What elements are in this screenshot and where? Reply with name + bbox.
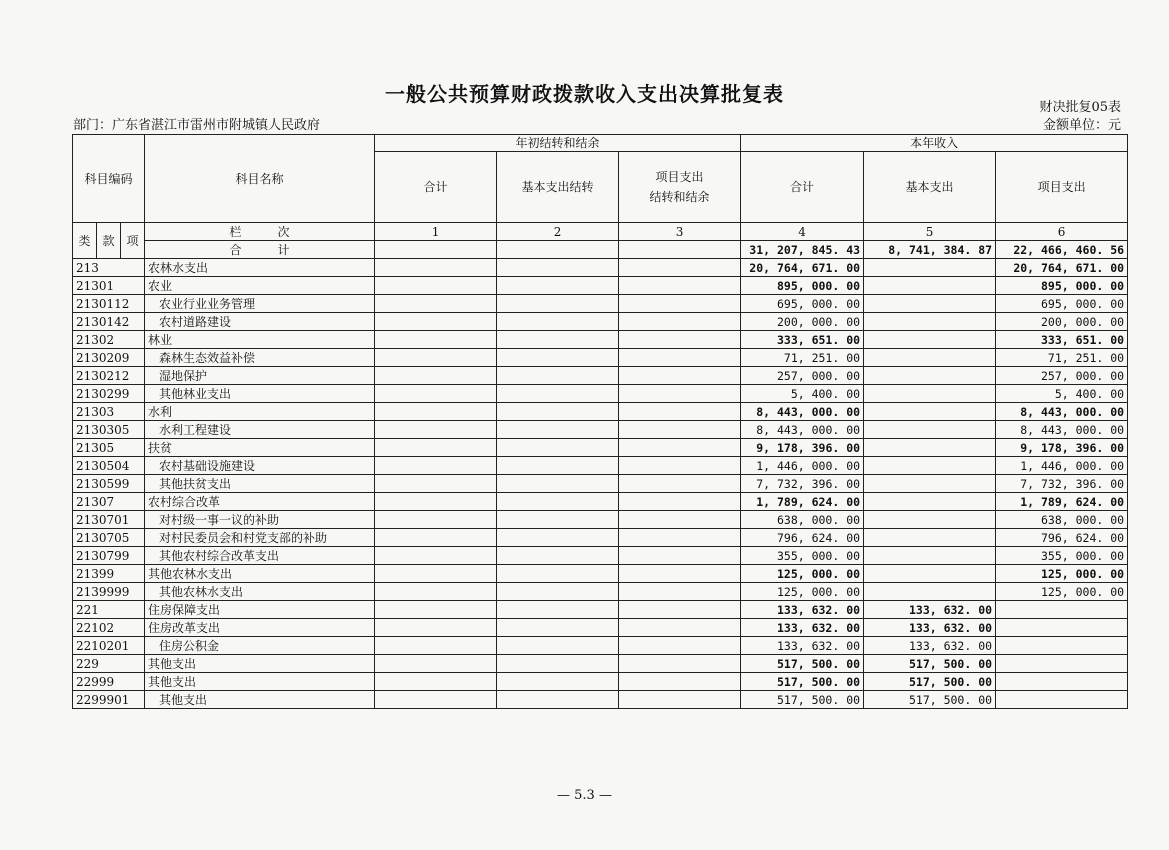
row-code: 22102 — [73, 619, 145, 637]
row-income-project: 333, 651. 00 — [996, 331, 1128, 349]
row-code: 2130305 — [73, 421, 145, 439]
row-name: 其他扶贫支出 — [145, 475, 375, 493]
table-row — [73, 511, 1128, 529]
row-income-total: 133, 632. 00 — [741, 601, 864, 619]
row-basic-carry — [497, 493, 619, 511]
row-income-basic — [864, 421, 996, 439]
row-carry-total — [375, 691, 497, 709]
row-income-total: 125, 000. 00 — [741, 565, 864, 583]
row-income-basic — [864, 583, 996, 601]
row-income-project — [996, 691, 1128, 709]
row-income-basic: 517, 500. 00 — [864, 655, 996, 673]
row-code: 2130299 — [73, 385, 145, 403]
row-basic-carry — [497, 277, 619, 295]
form-code: 财决批复05表 — [1039, 100, 1121, 115]
col-number-5: 5 — [864, 223, 996, 241]
row-project-carry — [619, 637, 741, 655]
row-income-total: 517, 500. 00 — [741, 655, 864, 673]
row-carry-total — [375, 493, 497, 511]
row-carry-total — [375, 385, 497, 403]
row-income-basic: 133, 632. 00 — [864, 619, 996, 637]
row-income-total: 125, 000. 00 — [741, 583, 864, 601]
row-carry-total — [375, 349, 497, 367]
row-carry-total — [375, 403, 497, 421]
row-basic-carry — [497, 385, 619, 403]
col-number-1: 1 — [375, 223, 497, 241]
table-row — [73, 583, 1128, 601]
row-income-total: 20, 764, 671. 00 — [741, 259, 864, 277]
row-name: 农林水支出 — [145, 259, 375, 277]
row-basic-carry — [497, 511, 619, 529]
page-title: 一般公共预算财政拨款收入支出决算批复表 — [385, 82, 784, 106]
row-income-project: 7, 732, 396. 00 — [996, 475, 1128, 493]
row-income-basic — [864, 295, 996, 313]
row-basic-carry — [497, 475, 619, 493]
row-income-basic — [864, 403, 996, 421]
row-income-total: 695, 000. 00 — [741, 295, 864, 313]
row-income-basic — [864, 457, 996, 475]
row-name: 农业行业业务管理 — [145, 295, 375, 313]
row-income-project — [996, 601, 1128, 619]
table-row — [73, 385, 1128, 403]
row-income-project: 1, 789, 624. 00 — [996, 493, 1128, 511]
row-code: 2130112 — [73, 295, 145, 313]
row-name: 住房公积金 — [145, 637, 375, 655]
row-code: 21307 — [73, 493, 145, 511]
department-label: 部门：广东省湛江市雷州市附城镇人民政府 — [73, 118, 321, 133]
row-name: 其他农林水支出 — [145, 583, 375, 601]
row-income-basic — [864, 529, 996, 547]
header-name: 科目名称 — [145, 135, 375, 223]
table-row — [73, 565, 1128, 583]
row-carry-total — [375, 439, 497, 457]
row-code: 2130504 — [73, 457, 145, 475]
row-income-project: 20, 764, 671. 00 — [996, 259, 1128, 277]
row-income-project: 895, 000. 00 — [996, 277, 1128, 295]
row-code: 2130142 — [73, 313, 145, 331]
row-project-carry — [619, 385, 741, 403]
row-income-total: 638, 000. 00 — [741, 511, 864, 529]
row-project-carry — [619, 439, 741, 457]
row-income-basic — [864, 313, 996, 331]
row-project-carry — [619, 403, 741, 421]
row-carry-total — [375, 529, 497, 547]
row-carry-total — [375, 601, 497, 619]
row-basic-carry — [497, 331, 619, 349]
row-project-carry — [619, 583, 741, 601]
row-project-carry — [619, 313, 741, 331]
row-code: 21305 — [73, 439, 145, 457]
row-income-project: 695, 000. 00 — [996, 295, 1128, 313]
row-income-total: 71, 251. 00 — [741, 349, 864, 367]
row-income-project: 9, 178, 396. 00 — [996, 439, 1128, 457]
row-income-total: 5, 400. 00 — [741, 385, 864, 403]
row-project-carry — [619, 349, 741, 367]
row-project-carry — [619, 655, 741, 673]
row-income-basic — [864, 277, 996, 295]
row-income-basic — [864, 259, 996, 277]
row-code: 2130209 — [73, 349, 145, 367]
row-carry-total — [375, 313, 497, 331]
row-project-carry — [619, 475, 741, 493]
row-carry-total — [375, 295, 497, 313]
table-row — [73, 529, 1128, 547]
table-row — [73, 673, 1128, 691]
row-basic-carry — [497, 583, 619, 601]
row-project-carry — [619, 367, 741, 385]
row-name: 森林生态效益补偿 — [145, 349, 375, 367]
header-code: 科目编码 — [73, 135, 145, 223]
row-income-project: 200, 000. 00 — [996, 313, 1128, 331]
row-basic-carry — [497, 691, 619, 709]
row-name: 农业 — [145, 277, 375, 295]
table-row — [73, 277, 1128, 295]
row-name: 住房改革支出 — [145, 619, 375, 637]
col-number-4: 4 — [741, 223, 864, 241]
grand-total-c3 — [619, 241, 741, 259]
col-number-3: 3 — [619, 223, 741, 241]
row-income-total: 200, 000. 00 — [741, 313, 864, 331]
row-project-carry — [619, 547, 741, 565]
row-project-carry — [619, 529, 741, 547]
row-income-project: 8, 443, 000. 00 — [996, 421, 1128, 439]
table-row — [73, 331, 1128, 349]
grand-total-c6: 22, 466, 460. 56 — [996, 241, 1128, 259]
row-income-basic: 517, 500. 00 — [864, 673, 996, 691]
header-basic-carry: 基本支出结转 — [497, 152, 619, 223]
row-code: 2210201 — [73, 637, 145, 655]
table-row — [73, 475, 1128, 493]
row-name: 对村民委员会和村党支部的补助 — [145, 529, 375, 547]
table-row — [73, 637, 1128, 655]
grand-total-label: 合 计 — [145, 241, 375, 259]
row-project-carry — [619, 277, 741, 295]
row-income-project: 796, 624. 00 — [996, 529, 1128, 547]
row-income-project — [996, 619, 1128, 637]
row-basic-carry — [497, 547, 619, 565]
row-code: 2139999 — [73, 583, 145, 601]
row-income-total: 517, 500. 00 — [741, 691, 864, 709]
row-income-basic: 133, 632. 00 — [864, 601, 996, 619]
row-income-basic — [864, 475, 996, 493]
row-income-total: 1, 789, 624. 00 — [741, 493, 864, 511]
row-income-total: 796, 624. 00 — [741, 529, 864, 547]
table-row — [73, 403, 1128, 421]
row-code: 21301 — [73, 277, 145, 295]
row-income-project: 257, 000. 00 — [996, 367, 1128, 385]
row-basic-carry — [497, 349, 619, 367]
header-lei: 类 — [73, 223, 97, 259]
row-income-total: 355, 000. 00 — [741, 547, 864, 565]
row-income-project — [996, 673, 1128, 691]
row-carry-total — [375, 619, 497, 637]
row-basic-carry — [497, 529, 619, 547]
row-code: 221 — [73, 601, 145, 619]
row-carry-total — [375, 547, 497, 565]
row-income-total: 1, 446, 000. 00 — [741, 457, 864, 475]
header-income-basic: 基本支出 — [864, 152, 996, 223]
row-income-project — [996, 655, 1128, 673]
row-income-project: 71, 251. 00 — [996, 349, 1128, 367]
row-carry-total — [375, 565, 497, 583]
row-basic-carry — [497, 619, 619, 637]
row-project-carry — [619, 259, 741, 277]
row-income-basic — [864, 439, 996, 457]
row-income-basic — [864, 331, 996, 349]
grand-total-c2 — [497, 241, 619, 259]
row-name: 农村基础设施建设 — [145, 457, 375, 475]
row-carry-total — [375, 277, 497, 295]
row-carry-total — [375, 331, 497, 349]
grand-total-c5: 8, 741, 384. 87 — [864, 241, 996, 259]
row-name: 其他支出 — [145, 691, 375, 709]
row-income-total: 133, 632. 00 — [741, 619, 864, 637]
header-project-carry: 项目支出 结转和结余 — [619, 152, 741, 223]
row-name: 其他支出 — [145, 655, 375, 673]
row-code: 2130705 — [73, 529, 145, 547]
row-project-carry — [619, 511, 741, 529]
row-project-carry — [619, 565, 741, 583]
row-code: 21303 — [73, 403, 145, 421]
row-income-project: 355, 000. 00 — [996, 547, 1128, 565]
row-code: 2130701 — [73, 511, 145, 529]
row-carry-total — [375, 511, 497, 529]
row-project-carry — [619, 673, 741, 691]
row-project-carry — [619, 601, 741, 619]
row-income-total: 7, 732, 396. 00 — [741, 475, 864, 493]
unit-label: 金额单位：元 — [1042, 118, 1121, 133]
row-carry-total — [375, 673, 497, 691]
row-name: 农村道路建设 — [145, 313, 375, 331]
grand-total-c1 — [375, 241, 497, 259]
col-number-2: 2 — [497, 223, 619, 241]
row-basic-carry — [497, 295, 619, 313]
table-body — [73, 259, 1128, 709]
row-name: 住房保障支出 — [145, 601, 375, 619]
row-name: 其他农村综合改革支出 — [145, 547, 375, 565]
row-income-basic — [864, 547, 996, 565]
table-row — [73, 601, 1128, 619]
row-code: 21399 — [73, 565, 145, 583]
row-income-basic — [864, 349, 996, 367]
row-code: 2130799 — [73, 547, 145, 565]
row-income-basic — [864, 493, 996, 511]
row-basic-carry — [497, 637, 619, 655]
row-income-project — [996, 637, 1128, 655]
table-row — [73, 457, 1128, 475]
table-row — [73, 259, 1128, 277]
row-income-total: 133, 632. 00 — [741, 637, 864, 655]
row-carry-total — [375, 421, 497, 439]
row-basic-carry — [497, 313, 619, 331]
row-income-basic — [864, 565, 996, 583]
table-row — [73, 295, 1128, 313]
row-code: 2130212 — [73, 367, 145, 385]
row-project-carry — [619, 493, 741, 511]
row-income-total: 8, 443, 000. 00 — [741, 403, 864, 421]
row-income-basic — [864, 511, 996, 529]
row-income-basic: 517, 500. 00 — [864, 691, 996, 709]
table-row — [73, 313, 1128, 331]
row-income-total: 333, 651. 00 — [741, 331, 864, 349]
row-carry-total — [375, 655, 497, 673]
row-project-carry — [619, 691, 741, 709]
row-carry-total — [375, 583, 497, 601]
row-income-total: 9, 178, 396. 00 — [741, 439, 864, 457]
row-basic-carry — [497, 403, 619, 421]
row-project-carry — [619, 421, 741, 439]
row-project-carry — [619, 619, 741, 637]
row-carry-total — [375, 637, 497, 655]
row-income-project: 5, 400. 00 — [996, 385, 1128, 403]
row-name: 对村级一事一议的补助 — [145, 511, 375, 529]
row-income-basic — [864, 385, 996, 403]
grand-total-c4: 31, 207, 845. 43 — [741, 241, 864, 259]
row-basic-carry — [497, 457, 619, 475]
page-footer: — 5.3 — — [557, 788, 612, 803]
row-name: 其他农林水支出 — [145, 565, 375, 583]
table-row — [73, 655, 1128, 673]
row-name: 其他支出 — [145, 673, 375, 691]
row-code: 2299901 — [73, 691, 145, 709]
row-name: 农村综合改革 — [145, 493, 375, 511]
row-basic-carry — [497, 439, 619, 457]
row-income-basic: 133, 632. 00 — [864, 637, 996, 655]
row-income-total: 8, 443, 000. 00 — [741, 421, 864, 439]
row-carry-total — [375, 475, 497, 493]
table-row — [73, 349, 1128, 367]
table-row — [73, 493, 1128, 511]
header-kuan: 款 — [97, 223, 121, 259]
row-carry-total — [375, 367, 497, 385]
row-name: 水利 — [145, 403, 375, 421]
row-code: 229 — [73, 655, 145, 673]
row-income-project: 1, 446, 000. 00 — [996, 457, 1128, 475]
col-number-6: 6 — [996, 223, 1128, 241]
header-income-total: 合计 — [741, 152, 864, 223]
header-xiang: 项 — [121, 223, 145, 259]
table-row — [73, 691, 1128, 709]
row-basic-carry — [497, 655, 619, 673]
row-income-project: 125, 000. 00 — [996, 565, 1128, 583]
row-name: 其他林业支出 — [145, 385, 375, 403]
row-name: 水利工程建设 — [145, 421, 375, 439]
row-income-project: 8, 443, 000. 00 — [996, 403, 1128, 421]
row-code: 213 — [73, 259, 145, 277]
header-carry-total: 合计 — [375, 152, 497, 223]
header-income: 本年收入 — [741, 135, 1128, 152]
row-basic-carry — [497, 565, 619, 583]
table-row — [73, 439, 1128, 457]
row-carry-total — [375, 457, 497, 475]
row-income-project: 638, 000. 00 — [996, 511, 1128, 529]
row-code: 2130599 — [73, 475, 145, 493]
row-project-carry — [619, 457, 741, 475]
row-income-total: 257, 000. 00 — [741, 367, 864, 385]
row-basic-carry — [497, 601, 619, 619]
row-project-carry — [619, 331, 741, 349]
header-income-project: 项目支出 — [996, 152, 1128, 223]
row-basic-carry — [497, 673, 619, 691]
row-code: 21302 — [73, 331, 145, 349]
row-name: 林业 — [145, 331, 375, 349]
table-row — [73, 421, 1128, 439]
budget-table — [72, 134, 1128, 709]
row-income-project: 125, 000. 00 — [996, 583, 1128, 601]
row-basic-carry — [497, 367, 619, 385]
row-carry-total — [375, 259, 497, 277]
row-name: 湿地保护 — [145, 367, 375, 385]
table-row — [73, 367, 1128, 385]
table-row — [73, 619, 1128, 637]
row-basic-carry — [497, 421, 619, 439]
row-income-total: 517, 500. 00 — [741, 673, 864, 691]
header-carry: 年初结转和结余 — [375, 135, 741, 152]
row-income-basic — [864, 367, 996, 385]
table-row — [73, 547, 1128, 565]
row-project-carry — [619, 295, 741, 313]
row-income-total: 895, 000. 00 — [741, 277, 864, 295]
row-code: 22999 — [73, 673, 145, 691]
row-basic-carry — [497, 259, 619, 277]
row-name: 扶贫 — [145, 439, 375, 457]
header-lan-ci: 栏 次 — [145, 223, 375, 241]
